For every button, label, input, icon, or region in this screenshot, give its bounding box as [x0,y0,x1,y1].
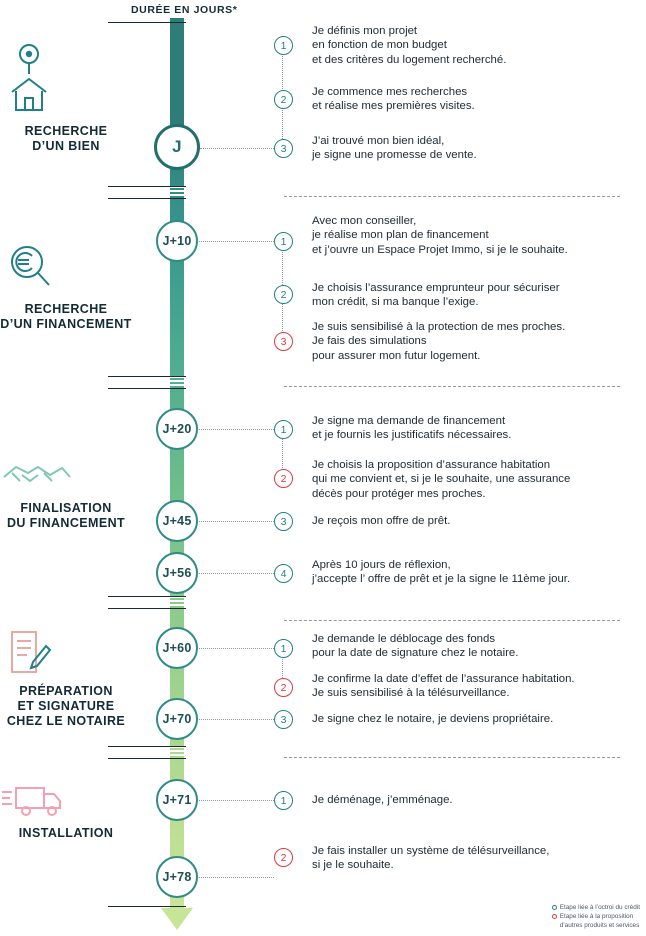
step-text-2: Je fais installer un système de télésurveillance, si je le souhaite. [312,845,550,872]
step-text-2: Je confirme la date d’effet de l’assurance habitation. Je suis sensibilisé à la télésurveillance. [312,673,575,700]
phase-label-line: RECHERCHE [24,302,108,316]
step-marker-3: 3 [274,512,293,531]
legend [552,903,640,930]
milestone-label: J+20 [162,422,192,436]
legend-text: Etape liée à la proposition [559,913,634,920]
section-tick [108,388,186,389]
spine-hatch [170,746,184,758]
milestone-j10 [156,220,198,262]
phase-finalisation-financement [0,455,132,531]
section-tick [108,198,186,199]
milestone-label: J+56 [162,566,192,580]
moving-truck-icon [0,778,132,820]
step-marker-2: 2 [274,90,293,109]
milestone-label: J+71 [162,793,192,807]
connector [199,648,282,649]
connector [199,573,274,574]
connector [199,719,274,720]
spine-hatch [170,596,184,608]
milestone-label: J [172,137,182,156]
legend-item-products [552,912,640,921]
milestone-j [154,124,200,170]
section-divider [284,196,620,197]
step-marker-3: 3 [274,332,293,351]
legend-text-sub: d’autres produits et services [559,922,640,929]
step-marker-1: 1 [274,232,293,251]
step-text-2: Je choisis l’assurance emprunteur pour sécuriser mon crédit, si ma banque l’exige. [312,282,560,309]
step-text-3: Je suis sensibilisé à la protection de mes proches. Je fais des simulations pour assurer mon futur logement. [312,321,566,362]
phase-label-line: CHEZ LE NOTAIRE [6,714,126,728]
phase-preparation-signature [0,628,132,729]
milestone-j20 [156,408,198,450]
step-marker-2: 2 [274,678,293,697]
milestone-label: J+78 [162,870,192,884]
step-text-2: Je choisis la proposition d’assurance habitation qui me convient et, si je le souhaite, une assurance décès pour protéger mes proches. [312,459,571,500]
section-divider [284,386,620,387]
section-tick [108,376,186,377]
section-tick [108,186,186,187]
step-text-1: Je définis mon projet en fonction de mon budget et des critères du logement recherché. [312,25,507,66]
timeline-arrow-icon [161,908,193,930]
section-tick [108,746,186,747]
step-marker-2: 2 [274,469,293,488]
section-tick [108,22,186,23]
spine-hatch [170,376,184,388]
euro-magnifier-icon [0,240,132,296]
handshake-icon [0,455,132,495]
legend-dot-red-icon [552,914,557,919]
phase-label-line: D’UN BIEN [32,139,100,153]
phase-label-line: RECHERCHE [24,124,108,138]
house-pin-icon [0,40,132,118]
step-marker-1: 1 [274,639,293,658]
step-text-4: Après 10 jours de réflexion, j’accepte l’ offre de prêt et je la signe le 11ème jour. [312,559,571,586]
step-text-1: Avec mon conseiller, je réalise mon plan de financement et j’ouvre un Espace Projet Immo, si je le souhaite. [312,215,568,256]
connector [199,521,274,522]
step-text-3: J’ai trouvé mon bien idéal, je signe une promesse de vente. [312,135,477,162]
phase-label-line: ET SIGNATURE [17,699,115,713]
milestone-j71 [156,779,198,821]
section-tick [108,758,186,759]
spine-hatch [170,186,184,198]
connector [200,148,282,149]
section-divider [284,620,620,621]
phase-label-line: PRÉPARATION [19,684,113,698]
legend-text: Etape liée à l’octroi du crédit [559,904,640,911]
milestone-j60 [156,627,198,669]
phase-label-line: D’UN FINANCEMENT [0,317,132,331]
milestone-j78 [156,856,198,898]
document-pen-icon [0,628,132,678]
phase-installation [0,778,132,841]
milestone-j45 [156,500,198,542]
legend-dot-teal-icon [552,905,557,910]
step-marker-1: 1 [274,36,293,55]
step-marker-2: 2 [274,285,293,304]
step-text-1: Je demande le déblocage des fonds pour la date de signature chez le notaire. [312,633,519,660]
step-text-3: Je reçois mon offre de prêt. [312,515,451,527]
step-text-1: Je déménage, j’emménage. [312,794,453,806]
milestone-label: J+10 [162,234,192,248]
phase-recherche-bien [0,40,132,154]
phase-recherche-financement [0,240,132,332]
milestone-label: J+60 [162,641,192,655]
step-marker-3: 3 [274,139,293,158]
milestone-j56 [156,552,198,594]
section-tick [108,906,186,907]
connector [199,800,274,801]
milestone-label: J+70 [162,712,192,726]
milestone-j70 [156,698,198,740]
duration-header: DURÉE EN JOURS* [131,4,238,16]
step-marker-1: 1 [274,791,293,810]
step-text-3: Je signe chez le notaire, je deviens propriétaire. [312,713,554,725]
phase-label-line: INSTALLATION [18,826,114,840]
step-marker-3: 3 [274,710,293,729]
step-marker-4: 4 [274,564,293,583]
section-divider [284,757,620,758]
step-text-1: Je signe ma demande de financement et je fournis les justificatifs nécessaires. [312,415,512,442]
connector [199,877,274,878]
legend-item-credit [552,903,640,912]
section-tick [108,608,186,609]
step-text-2: Je commence mes recherches et réalise mes premières visites. [312,86,475,113]
phase-label-line: FINALISATION [20,501,112,515]
step-marker-2: 2 [274,848,293,867]
milestone-label: J+45 [162,514,192,528]
connector [199,429,282,430]
connector [199,241,282,242]
phase-label-line: DU FINANCEMENT [6,516,126,530]
step-marker-1: 1 [274,420,293,439]
section-tick [108,596,186,597]
